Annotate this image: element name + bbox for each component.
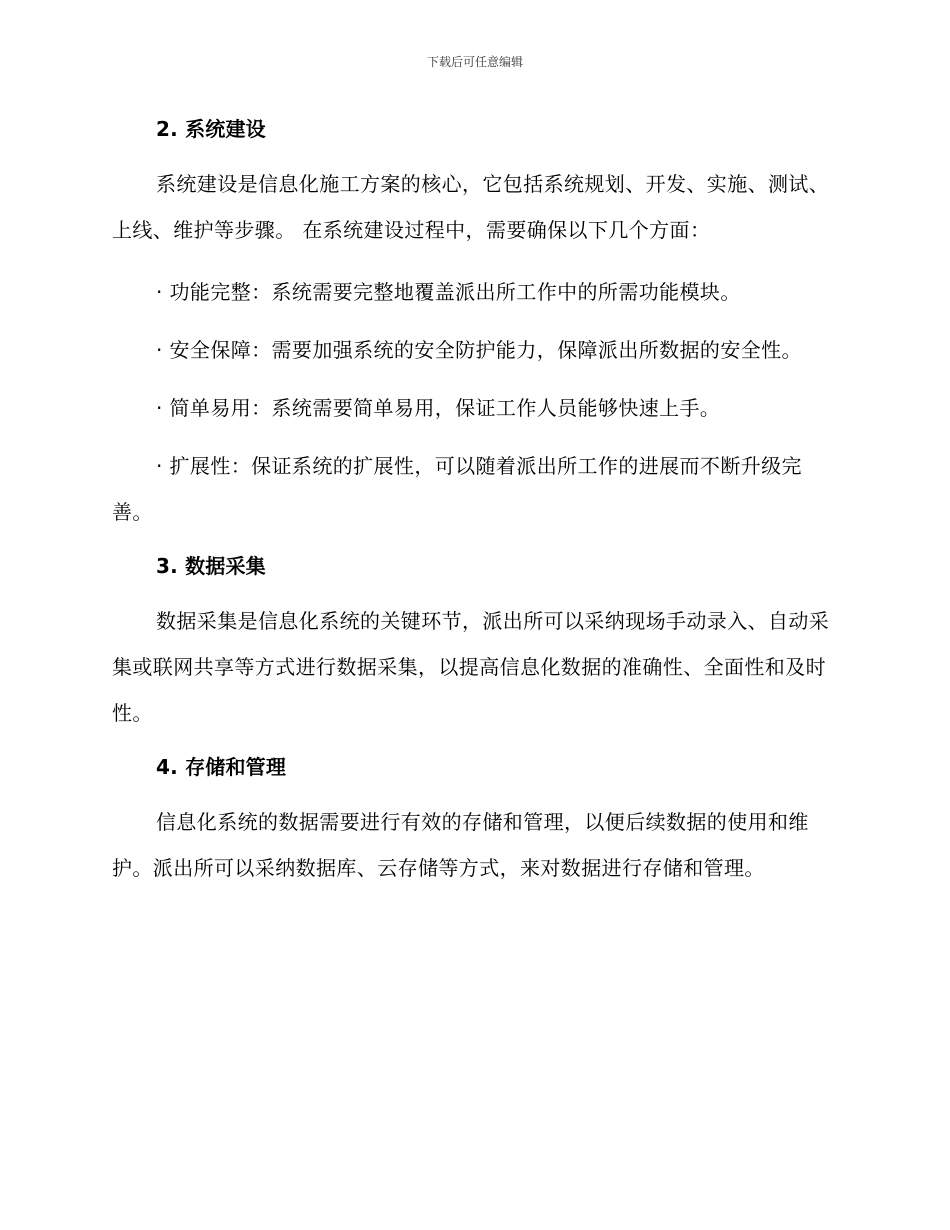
bullet-item: · 功能完整：系统需要完整地覆盖派出所工作中的所需功能模块。	[156, 280, 741, 304]
bullet-item: · 扩展性：保证系统的扩展性，可以随着派出所工作的进展而不断升级完善。	[112, 454, 802, 524]
paragraph: 系统建设是信息化施工方案的核心，它包括系统规划、开发、实施、测试、上线、维护等步骤。 在系统建设过程中，需要确保以下几个方面：	[112, 172, 830, 242]
section-heading: 4. 存储和管理	[156, 755, 287, 779]
section-system-construction	[112, 114, 832, 535]
bullet-item: · 安全保障：需要加强系统的安全防护能力，保障派出所数据的安全性。	[156, 338, 802, 362]
paragraph: 信息化系统的数据需要进行有效的存储和管理，以便后续数据的使用和维护。派出所可以采纳数据库、云存储等方式，来对数据进行存储和管理。	[112, 810, 809, 880]
section-storage-management	[112, 752, 832, 891]
section-heading: 2. 系统建设	[156, 117, 266, 141]
page-header: 下载后可任意编辑	[426, 55, 523, 69]
section-data-collection	[112, 551, 832, 736]
bullet-item: · 简单易用：系统需要简单易用，保证工作人员能够快速上手。	[156, 396, 721, 420]
document-body	[112, 114, 832, 907]
section-heading: 3. 数据采集	[156, 554, 266, 578]
paragraph: 数据采集是信息化系统的关键环节，派出所可以采纳现场手动录入、自动采集或联网共享等方式进行数据采集，以提高信息化数据的准确性、全面性和及时性。	[112, 609, 830, 725]
